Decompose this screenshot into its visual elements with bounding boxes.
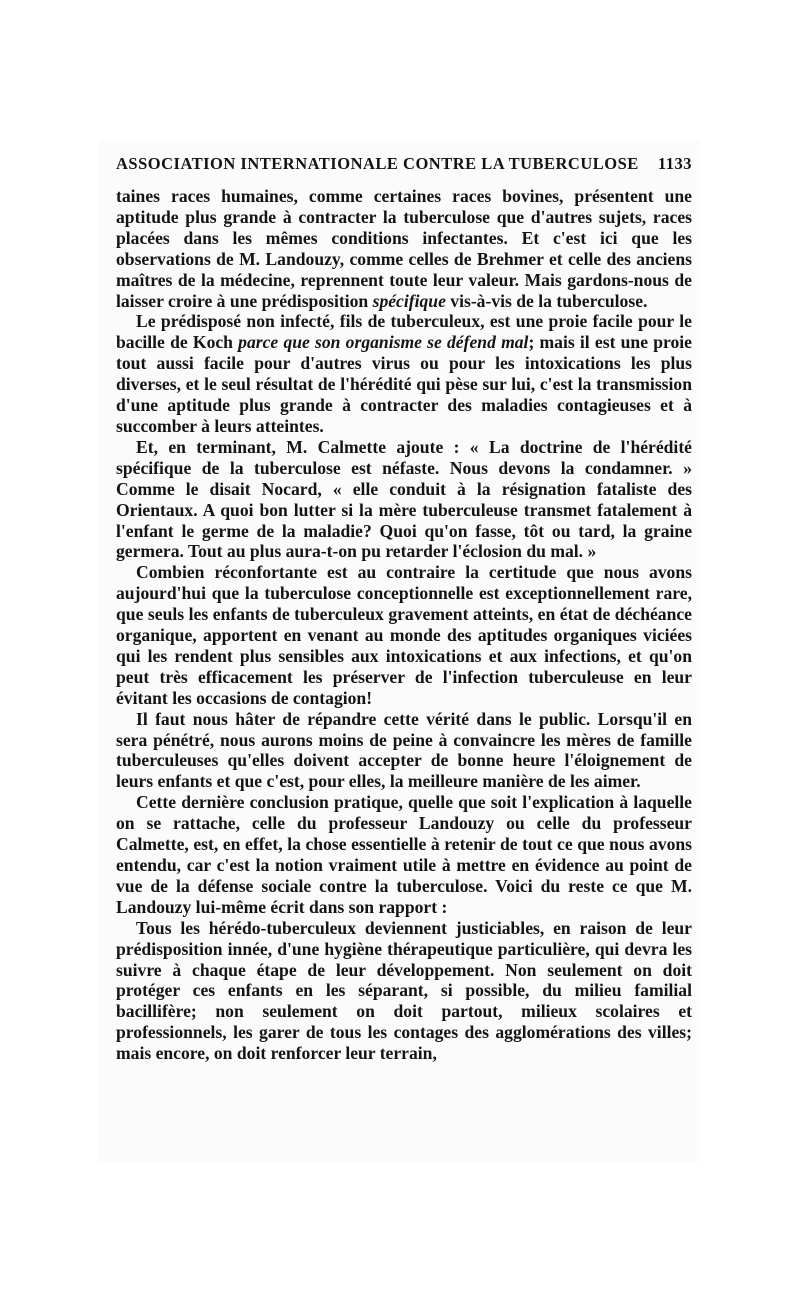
paragraph	[116, 186, 692, 311]
text-run: Tous les hérédo-tuberculeux deviennent justiciables, en raison de leur prédisposition innée, d'une hygiène thérapeutique particulière, qui devra les suivre à chaque étape de leur développement. Non seulement on doit protéger ces enfants en les séparant, si possible, du milieu familial bacillifère; non seulement on doit partout, milieux scolaires et professionnels, les garer de tous les contages des agglomérations des villes; mais encore, on doit renforcer leur terrain,	[116, 917, 692, 1064]
text-run: Il faut nous hâter de répandre cette vérité dans le public. Lorsqu'il en sera pénétré, nous aurons moins de peine à convaincre les mères de famille tuberculeuses qu'elles doivent accepter de bonne heure l'éloignement de leurs enfants et que c'est, pour elles, la meilleure manière de les aimer.	[116, 708, 692, 792]
paragraph	[116, 918, 692, 1064]
paragraph	[116, 709, 692, 793]
text-run: Cette dernière conclusion pratique, quelle que soit l'explication à laquelle on se rattache, celle du professeur Landouzy ou celle du professeur Calmette, est, en effet, la chose essentielle à retenir de tout ce que nous avons entendu, car c'est la notion vraiment utile à mettre en évidence au point de vue de la défense sociale contre la tuberculose. Voici du reste ce que M. Landouzy lui-même écrit dans son rapport :	[116, 792, 692, 917]
text-run: Et, en terminant, M. Calmette ajoute : « La doctrine de l'hérédité spécifique de la tuberculose est néfaste. Nous devons la condamner. » Comme le disait Nocard, « elle conduit à la résignation fataliste des Orientaux. A quoi bon lutter si la mère tuberculeuse transmet fatalement à l'enfant le germe de la maladie? Quoi qu'on fasse, tôt ou tard, la graine germera. Tout au plus aura-t-on pu retarder l'éclosion du mal. »	[116, 436, 692, 562]
book-page	[98, 140, 700, 1162]
page-number: 1133	[657, 154, 692, 173]
text-run: Combien réconfortante est au contraire la certitude que nous avons aujourd'hui que la tuberculose conceptionnelle est exceptionnellement rare, que seuls les enfants de tuberculeux gravement atteints, en état de déchéance organique, apportent en venant au monde des aptitudes organiques viciées qui les rendent plus sensibles aux intoxications et aux infections, et qu'on peut très efficacement les préserver de l'infection tuberculeuse en leur évitant les occasions de contagion!	[116, 562, 692, 708]
running-title: ASSOCIATION INTERNATIONALE CONTRE LA TUBERCULOSE	[116, 154, 639, 173]
text-run: Le prédisposé non infecté, fils de tuberculeux, est une proie facile pour le bacille de Koch	[116, 311, 692, 353]
page-body	[116, 154, 692, 1064]
text-run: taines races humaines, comme certaines races bovines, présentent une aptitude plus grande à contracter la tuberculose que d'autres sujets, races placées dans les mêmes conditions infectantes. Et c'est ici que les observations de M. Landouzy, comme celles de Brehmer et celle des anciens maîtres de la médecine, reprennent toute leur valeur. Mais gardons-nous de laisser croire à une prédisposition	[116, 186, 692, 311]
text-run: ; mais il est une proie tout aussi facile pour d'autres virus ou pour les intoxications les plus diverses, et le seul résultat de l'hérédité qui pèse sur lui, c'est la transmission d'une aptitude plus grande à contracter des maladies contagieuses et à succomber à leurs atteintes.	[116, 332, 692, 436]
paragraph	[116, 562, 692, 708]
paragraph	[116, 437, 692, 562]
text-run: vis-à-vis de la tuberculose.	[445, 290, 648, 311]
running-header	[116, 154, 692, 174]
paragraph	[116, 792, 692, 917]
italic-run: spécifique	[372, 290, 446, 311]
italic-run: parce que son organisme se défend mal	[238, 332, 529, 353]
paragraph	[116, 311, 692, 436]
